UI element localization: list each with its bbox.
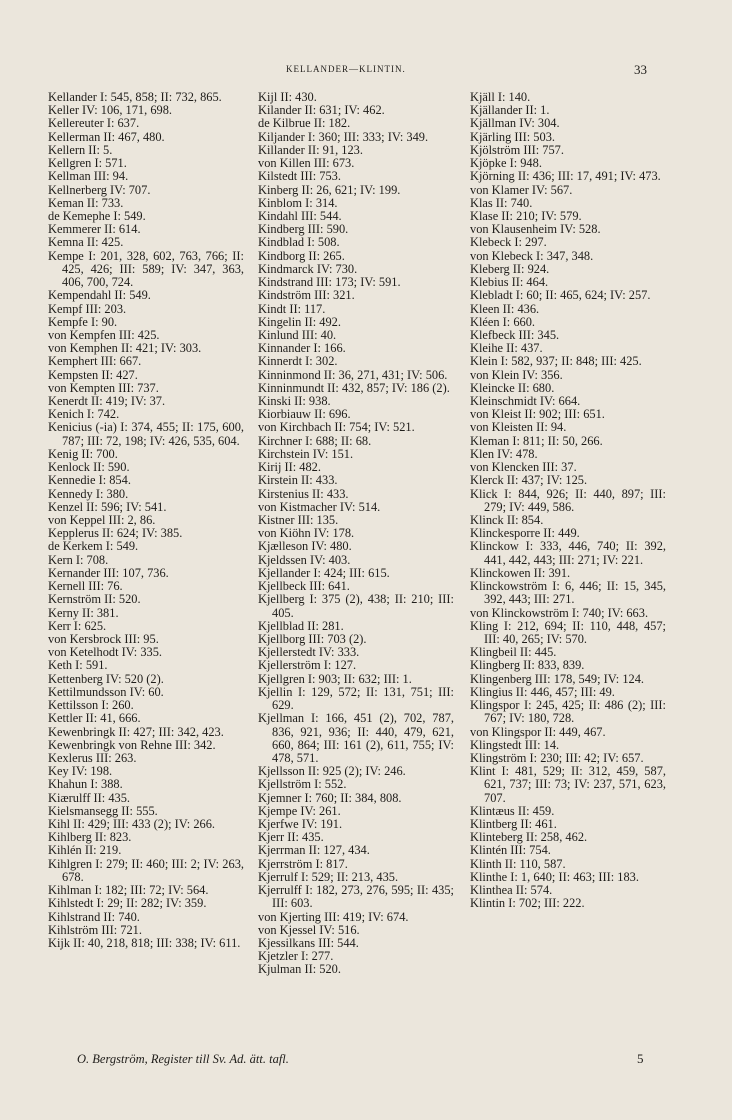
index-entry: von Klingspor II: 449, 467.: [470, 724, 606, 739]
index-entry: Kjerrström I: 817.: [258, 856, 348, 871]
index-entry: Kielsmansegg II: 555.: [48, 803, 158, 818]
index-column-2: [258, 91, 454, 977]
index-entry: Kihl II: 429; III: 433 (2); IV: 266.: [48, 817, 216, 832]
index-entry: Kindström III: 321.: [258, 288, 355, 303]
index-entry: Klinthe I: 1, 640; II: 463; III: 183.: [470, 869, 639, 884]
index-entry: Kemna II: 425.: [48, 235, 124, 250]
index-entry: Kirij II: 482.: [258, 460, 321, 475]
index-entry: Kjellberg I: 375 (2), 438; II: 210; III: 405.: [258, 592, 454, 620]
index-entry: Killander II: 91, 123.: [258, 142, 363, 157]
index-entry: de Kerkem I: 549.: [48, 539, 139, 554]
index-entry: Kellander I: 545, 858; II: 732, 865.: [48, 90, 222, 104]
index-entry: von Kleist II: 902; III: 651.: [470, 407, 605, 422]
index-entry: Klinckow I: 333, 446, 740; II: 392, 441, 442, 443; III: 271; IV: 221.: [470, 539, 666, 567]
index-entry: Kinlund III: 40.: [258, 327, 337, 342]
index-entry: Kellern II: 5.: [48, 142, 113, 157]
index-entry: Kempsten II: 427.: [48, 367, 138, 382]
index-entry: Kenlock II: 590.: [48, 460, 130, 475]
index-column-1: [48, 91, 244, 950]
index-entry: Kjerrman II: 127, 434.: [258, 843, 370, 858]
index-entry: Kjellblad II: 281.: [258, 618, 344, 633]
index-entry: Kihlgren I: 279; II: 460; III: 2; IV: 263, 678.: [48, 856, 244, 884]
index-entry: Kinninmond II: 36, 271, 431; IV: 506.: [258, 367, 448, 382]
index-entry: Kjellerström I: 127.: [258, 658, 357, 673]
index-entry: Kemmerer II: 614.: [48, 222, 141, 237]
index-entry: Kjörning II: 436; III: 17, 491; IV: 473.: [470, 169, 661, 184]
index-entry: Kettilsson I: 260.: [48, 698, 134, 713]
index-entry: von Kemphen II: 421; IV: 303.: [48, 341, 202, 356]
index-entry: Kleihe II: 437.: [470, 341, 543, 356]
index-entry: Kinnerdt I: 302.: [258, 354, 338, 369]
index-entry: Kistner III: 135.: [258, 513, 339, 527]
index-entry: Kirstenius II: 433.: [258, 486, 349, 501]
index-entry: de Kilbrue II: 182.: [258, 116, 351, 131]
index-entry: von Klamer IV: 567.: [470, 182, 573, 197]
index-entry: Kenerdt II: 419; IV: 37.: [48, 394, 166, 409]
index-entry: von Kjessel IV: 516.: [258, 922, 360, 937]
page-number: 33: [634, 62, 647, 77]
index-entry: von Kempten III: 737.: [48, 380, 159, 395]
index-entry: Kellnerberg IV: 707.: [48, 182, 151, 197]
index-entry: Kjellborg III: 703 (2).: [258, 631, 367, 646]
index-entry: Kihlström III: 721.: [48, 922, 142, 937]
index-entry: Klase II: 210; IV: 579.: [470, 208, 582, 223]
index-entry: Klefbeck III: 345.: [470, 327, 560, 342]
index-entry: Kindt II: 117.: [258, 301, 326, 316]
index-entry: Kempe I: 201, 328, 602, 763, 766; II: 425, 426; III: 589; IV: 347, 363, 406, 700, 724.: [48, 248, 244, 290]
index-entry: Kjellander I: 424; III: 615.: [258, 565, 390, 580]
index-entry: Kettilmundsson IV: 60.: [48, 684, 164, 699]
index-entry: Kenig II: 700.: [48, 446, 118, 461]
index-entry: Kernander III: 107, 736.: [48, 565, 169, 580]
index-entry: Kjellbeck III: 641.: [258, 579, 350, 594]
index-entry: Kjellgren I: 903; II: 632; III: 1.: [258, 671, 412, 686]
index-entry: Khahun I: 388.: [48, 777, 123, 792]
index-entry: von Kersbrock III: 95.: [48, 631, 159, 646]
index-entry: Kleinschmidt IV: 664.: [470, 394, 581, 409]
index-entry: Klebladt I: 60; II: 465, 624; IV: 257.: [470, 288, 651, 303]
index-entry: Klingberg II: 833, 839.: [470, 658, 585, 673]
index-entry: Kihlstrand II: 740.: [48, 909, 140, 924]
index-entry: Kjällman IV: 304.: [470, 116, 560, 131]
index-entry: Kindberg III: 590.: [258, 222, 349, 237]
index-entry: Klebius II: 464.: [470, 275, 549, 290]
index-entry: Kingelin II: 492.: [258, 314, 341, 329]
index-entry: Kemphert III: 667.: [48, 354, 142, 369]
index-entry: Kjellin I: 129, 572; II: 131, 751; III: 629.: [258, 684, 454, 713]
index-entry: Kempf III: 203.: [48, 301, 127, 316]
index-entry: Kjellsson II: 925 (2); IV: 246.: [258, 764, 406, 779]
index-entry: Kettenberg IV: 520 (2).: [48, 671, 164, 686]
index-entry: Klintæus II: 459.: [470, 803, 555, 818]
printer-signature: 5: [637, 1051, 644, 1066]
index-entry: Keller IV: 106, 171, 698.: [48, 103, 172, 118]
index-entry: Kellgren I: 571.: [48, 156, 127, 171]
index-entry: von Kistmacher IV: 514.: [258, 499, 381, 514]
index-entry: Klick I: 844, 926; II: 440, 897; III: 279; IV: 449, 586.: [470, 486, 666, 514]
running-title: KELLANDER—KLINTIN.: [286, 64, 406, 74]
index-entry: Klinckesporre II: 449.: [470, 526, 580, 541]
index-entry: Klein I: 582, 937; II: 848; III: 425.: [470, 354, 642, 369]
index-entry: Kenich I: 742.: [48, 407, 120, 422]
index-entry: Kjessilkans III: 544.: [258, 936, 359, 950]
index-entry: Kempfe I: 90.: [48, 314, 118, 329]
index-entry: Klingbeil II: 445.: [470, 645, 557, 660]
index-entry: von Keppel III: 2, 86.: [48, 513, 156, 527]
index-entry: Kling I: 212, 694; II: 110, 448, 457; III: 40, 265; IV: 570.: [470, 618, 666, 646]
index-entry: Kjerrulff I: 182, 273, 276, 595; II: 435; III: 603.: [258, 883, 454, 911]
index-entry: Key IV: 198.: [48, 764, 113, 779]
index-entry: Klerck II: 437; IV: 125.: [470, 473, 588, 488]
index-entry: Kjölström III: 757.: [470, 142, 564, 157]
index-entry: von Kiöhn IV: 178.: [258, 526, 355, 541]
index-entry: Kindmarck IV: 730.: [258, 261, 358, 276]
index-entry: von Klebeck I: 347, 348.: [470, 248, 594, 263]
index-entry: Kindblad I: 508.: [258, 235, 340, 250]
index-entry: Klintberg II: 461.: [470, 817, 557, 832]
index-entry: Kjerfwe IV: 191.: [258, 817, 343, 832]
index-entry: Kindahl III: 544.: [258, 208, 342, 223]
index-entry: Kjöpke I: 948.: [470, 156, 542, 171]
index-entry: Klas II: 740.: [470, 195, 533, 210]
index-entry: Keth I: 591.: [48, 658, 108, 673]
index-entry: Kinninmundt II: 432, 857; IV: 186 (2).: [258, 380, 450, 395]
index-entry: Kilstedt III: 753.: [258, 169, 341, 184]
index-entry: Klingstedt III: 14.: [470, 737, 560, 752]
index-entry: Klinckowen II: 391.: [470, 565, 571, 580]
index-entry: Kenicius (-ia) I: 374, 455; II: 175, 600, 787; III: 72, 198; IV: 426, 535, 604.: [48, 420, 244, 448]
index-entry: Kjeldssen IV: 403.: [258, 552, 351, 567]
index-entry: Kerr I: 625.: [48, 618, 107, 633]
index-entry: Kjällander II: 1.: [470, 103, 550, 118]
index-entry: Kellerman II: 467, 480.: [48, 129, 165, 144]
index-entry: Kjempe IV: 261.: [258, 803, 341, 818]
index-column-3: [470, 91, 666, 911]
index-entry: Keman II: 733.: [48, 195, 124, 210]
index-entry: Klintin I: 702; III: 222.: [470, 896, 585, 911]
index-entry: Kellereuter I: 637.: [48, 116, 140, 131]
index-entry: Kennedy I: 380.: [48, 486, 129, 501]
index-entry: Klinteberg II: 258, 462.: [470, 830, 588, 845]
index-entry: Kern I: 708.: [48, 552, 109, 567]
index-entry: Klinthea II: 574.: [470, 883, 553, 898]
index-entry: Klingius II: 446, 457; III: 49.: [470, 684, 615, 699]
index-entry: Kiljander I: 360; III: 333; IV: 349.: [258, 129, 429, 144]
index-entry: Kernström II: 520.: [48, 592, 141, 607]
index-entry: von Ketelhodt IV: 335.: [48, 645, 163, 660]
index-entry: Kinski II: 938.: [258, 394, 331, 409]
index-entry: von Klencken III: 37.: [470, 460, 577, 475]
index-entry: Kinberg II: 26, 621; IV: 199.: [258, 182, 401, 197]
index-entry: Kihlman I: 182; III: 72; IV: 564.: [48, 883, 209, 898]
index-entry: Kleberg II: 924.: [470, 261, 550, 276]
index-entry: Kindborg II: 265.: [258, 248, 345, 263]
index-entry: Kiærulff II: 435.: [48, 790, 131, 805]
index-entry: Klinth II: 110, 587.: [470, 856, 566, 871]
index-entry: Kihlén II: 219.: [48, 843, 122, 858]
index-entry: Klingspor I: 245, 425; II: 486 (2); III: 767; IV: 180, 728.: [470, 698, 666, 726]
index-entry: Kilander II: 631; IV: 462.: [258, 103, 385, 118]
index-entry: Kleen II: 436.: [470, 301, 540, 316]
index-entry: Klen IV: 478.: [470, 446, 538, 461]
index-entry: Kiorbiauw II: 696.: [258, 407, 351, 422]
index-entry: Kinblom I: 314.: [258, 195, 338, 210]
index-entry: Kjulman II: 520.: [258, 962, 341, 977]
index-entry: Kjerrulf I: 529; II: 213, 435.: [258, 869, 399, 884]
index-entry: de Kemephe I: 549.: [48, 208, 146, 223]
index-entry: Kexlerus III: 263.: [48, 750, 137, 765]
index-entry: Kleman I: 811; II: 50, 266.: [470, 433, 603, 448]
index-entry: Klingenberg III: 178, 549; IV: 124.: [470, 671, 645, 686]
index-entry: Klinck II: 854.: [470, 513, 544, 527]
index-entry: Klinckowström I: 6, 446; II: 15, 345, 392, 443; III: 271.: [470, 579, 666, 607]
index-entry: Klebeck I: 297.: [470, 235, 547, 250]
index-entry: Kjärling III: 503.: [470, 129, 555, 144]
index-entry: Kepplerus II: 624; IV: 385.: [48, 526, 183, 541]
index-entry: Kihlstedt I: 29; II: 282; IV: 359.: [48, 896, 207, 911]
index-entry: Kjellström I: 552.: [258, 777, 347, 792]
index-entry: Kjælleson IV: 480.: [258, 539, 352, 554]
index-entry: Kijl II: 430.: [258, 90, 317, 104]
index-entry: Kjäll I: 140.: [470, 90, 531, 104]
index-entry: Kirchner I: 688; II: 68.: [258, 433, 372, 448]
index-entry: Kirchstein IV: 151.: [258, 446, 354, 461]
page-footer: [0, 1050, 732, 1068]
index-entry: Kellman III: 94.: [48, 169, 129, 184]
index-entry: Kempendahl II: 549.: [48, 288, 151, 303]
index-entry: Kewenbringk II: 427; III: 342, 423.: [48, 724, 224, 739]
index-entry: von Kjerting III: 419; IV: 674.: [258, 909, 409, 924]
index-entry: Kenzel II: 596; IV: 541.: [48, 499, 167, 514]
index-entry: Kernell III: 76.: [48, 579, 123, 594]
page-header: [0, 62, 732, 78]
index-entry: von Klinckowström I: 740; IV: 663.: [470, 605, 649, 620]
index-entry: Kjemner I: 760; II: 384, 808.: [258, 790, 402, 805]
index-entry: Kerny II: 381.: [48, 605, 119, 620]
index-entry: Kindstrand III: 173; IV: 591.: [258, 275, 401, 290]
index-entry: Kinnander I: 166.: [258, 341, 346, 356]
index-entry: von Kleisten II: 94.: [470, 420, 567, 435]
index-entry: von Killen III: 673.: [258, 156, 355, 171]
index-entry: Kewenbringk von Rehne III: 342.: [48, 737, 216, 752]
index-entry: Kijk II: 40, 218, 818; III: 338; IV: 611.: [48, 936, 241, 950]
index-entry: Kennedie I: 854.: [48, 473, 131, 488]
index-entry: Kjellman I: 166, 451 (2), 702, 787, 836, 921, 936; II: 440, 479, 621, 660, 864; III: 161 (2), 611, 755; IV: 478, 571.: [258, 711, 454, 765]
index-entry: von Klein IV: 356.: [470, 367, 563, 382]
index-entry: Kjellerstedt IV: 333.: [258, 645, 360, 660]
index-entry: Kjetzler I: 277.: [258, 949, 334, 964]
index-entry: Kettler II: 41, 666.: [48, 711, 141, 726]
index-entry: Klint I: 481, 529; II: 312, 459, 587, 621, 737; III: 73; IV: 237, 571, 623, 707.: [470, 764, 666, 805]
index-entry: Klintén III: 754.: [470, 843, 551, 858]
index-entry: Kleincke II: 680.: [470, 380, 555, 395]
index-entry: Klingström I: 230; III: 42; IV: 657.: [470, 750, 644, 765]
index-entry: Kjerr II: 435.: [258, 830, 324, 845]
index-entry: von Kempfen III: 425.: [48, 327, 160, 342]
index-entry: von Klausenheim IV: 528.: [470, 222, 601, 237]
index-entry: von Kirchbach II: 754; IV: 521.: [258, 420, 415, 435]
index-entry: Kirstein II: 433.: [258, 473, 338, 488]
index-entry: Kihlberg II: 823.: [48, 830, 132, 845]
index-entry: Kléen I: 660.: [470, 314, 536, 329]
footer-citation: O. Bergström, Register till Sv. Ad. ätt. tafl.: [77, 1052, 289, 1066]
